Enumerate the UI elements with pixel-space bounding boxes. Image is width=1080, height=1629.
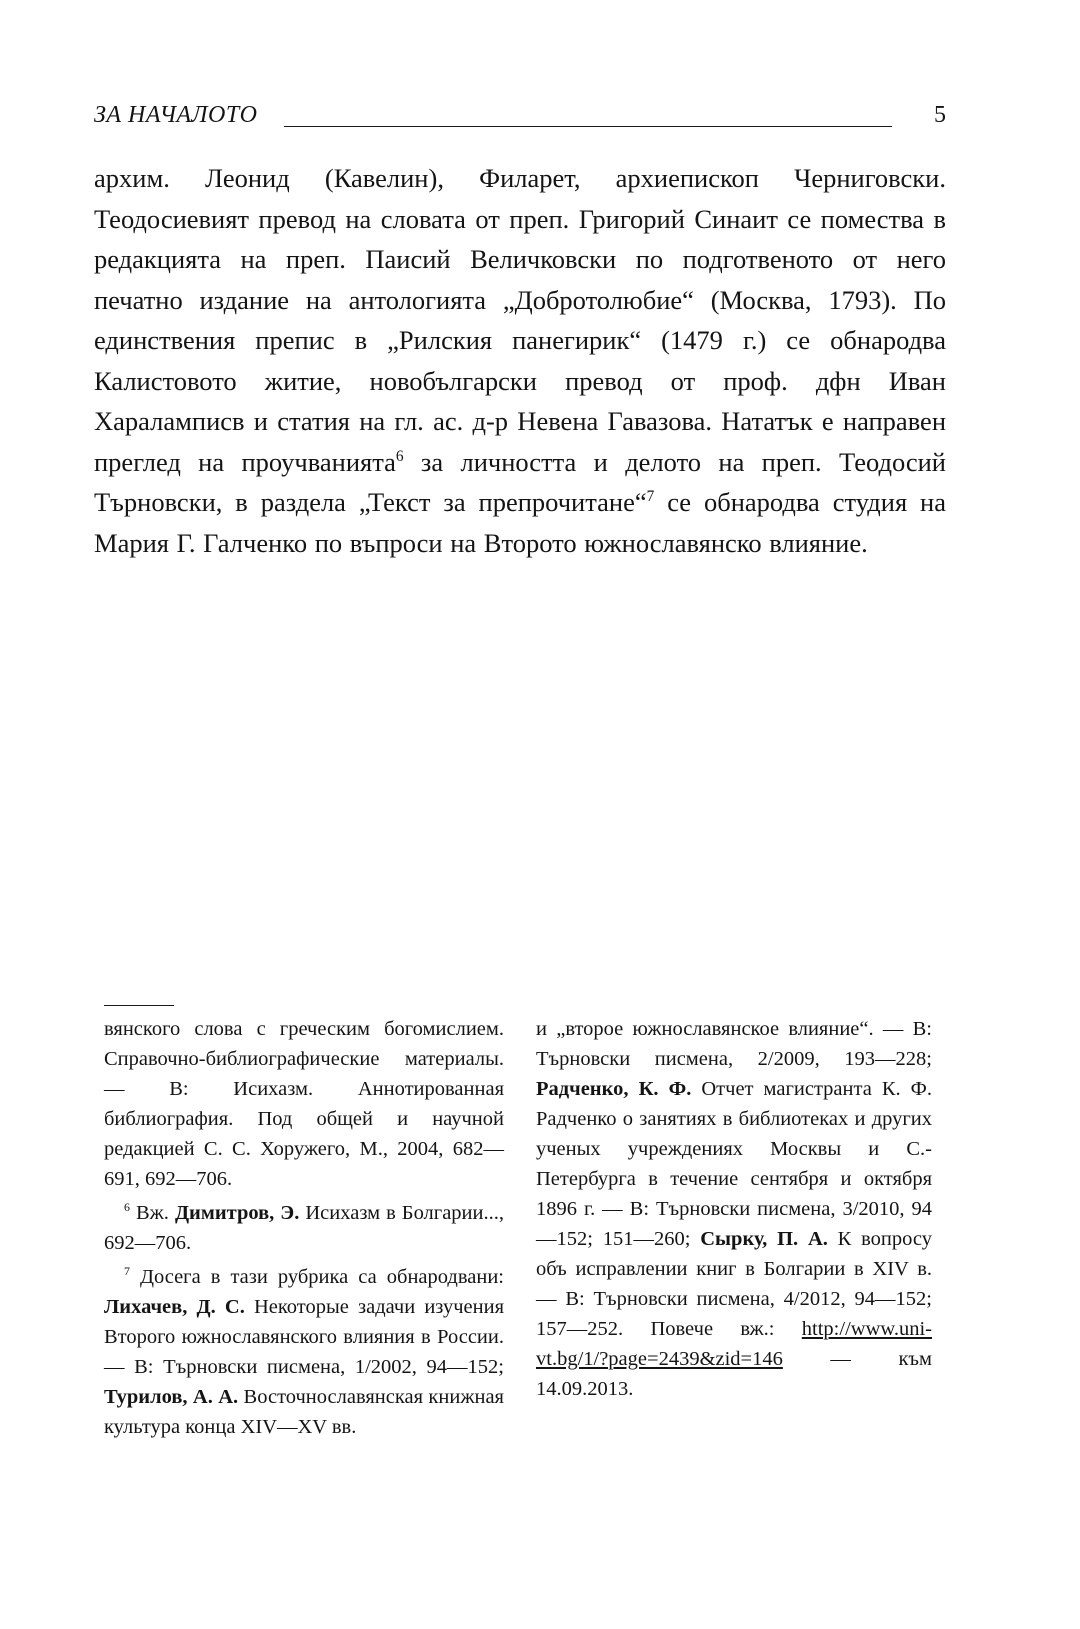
body-sentence-1: архим. Леонид (Кавелин), Филарет, архиепископ Черниговски. Теодосиевият превод на словата от преп. Григорий Синаит се помества в редакцията на преп. Паисий Величковски по подготвеното от него печатно издание на антологията „Добротолюбие“ (Москва, 1793). По единствения препис в „Рилския панегирик“ (1479 г.) се обнародва Калистовото житие, новобългарски превод от проф. дфн Иван Хараламписв и статия на гл. ас. д-р Невена Гавазова. Нататък е направен преглед на проучванията (94, 163, 946, 477)
page-number: 5 (934, 102, 946, 128)
footnotes-column-right (536, 1014, 932, 1408)
footnote-7-text-3: Отчет магистранта К. Ф. Радченко о занятиях в библиотеках и других ученых учреждениях Москвы и С.-Петербурга в течение сентября и октября 1896 г. — В: Търновски писмена, 3/2010, 94—152; 151—260; (536, 1078, 932, 1250)
body-sentence-2: за личността и делото на преп. Теодосий Търновски, в раздела „Текст за препрочитане“ (94, 446, 946, 517)
body-sentence-3: се обнародва студия на Мария Г. Галченко по въпроси на Второто южнославянско влияние. (94, 487, 946, 558)
footnote-7-continuation (536, 1014, 932, 1404)
footnote-7-author-4: Сырку, П. А. (700, 1228, 828, 1250)
body-paragraph (94, 158, 946, 563)
footnote-7-mark: 7 (124, 1264, 130, 1279)
footnote-6-author: Димитров, Э. (174, 1202, 300, 1224)
footnote-7-text-2a: Восточнославянская книжная культура конца XIV—XV вв. (104, 1386, 504, 1438)
footnote-separator (104, 1005, 174, 1006)
footnote-7-text-5: — към 14.09.2013. (536, 1348, 932, 1400)
footnote-7-text-1: Некоторые задачи изучения Второго южнославянского влияния в России. — В: Търновски писмена, 1/2002, 94—152; (104, 1296, 505, 1378)
footnote-6-text: Исихазм в Болгарии..., 692—706. (104, 1202, 504, 1254)
footnote-7-author-3: Радченко, К. Ф. (536, 1078, 692, 1100)
footnote-5-continuation: вянского слова с греческим богомислием. Справочно-библиографические материалы. — В: Исихазм. Аннотированная библиография. Под общей и научной редакцией С. С. Хоружего, М., 2004, 682—691, 692—706. (104, 1018, 504, 1190)
footnote-7-author-2: Турилов, А. А. (104, 1386, 239, 1408)
footnote-7 (104, 1262, 504, 1442)
footnote-7-prefix: Досега в тази рубрика са обнародвани: (129, 1266, 504, 1288)
footnote-7-text-2b: и „второе южнославянское влияние“. — В: Търновски писмена, 2/2009, 193—228; (536, 1018, 932, 1070)
footnote-7-url-link[interactable]: http://www.uni-vt.bg/1/?page=2439&zid=146 (536, 1318, 932, 1370)
footnotes-column-left (104, 1014, 504, 1446)
footnote-7-author-1: Лихачев, Д. С. (104, 1296, 245, 1318)
header-rule (284, 126, 892, 127)
footnote-ref-7[interactable]: 7 (646, 488, 655, 506)
running-header (94, 100, 946, 134)
footnote-6 (104, 1198, 504, 1258)
footnote-6-mark: 6 (124, 1200, 130, 1215)
header-title: ЗА НАЧАЛОТО (94, 100, 262, 130)
footnote-7-text-4: К вопросу объ исправлении книг в Болгарии в XIV в. — В: Търновски писмена, 4/2012, 94—152; 157—252. Повече вж.: (536, 1228, 932, 1340)
footnote-6-prefix: Вж. (129, 1202, 175, 1224)
footnote-ref-6[interactable]: 6 (395, 447, 404, 465)
